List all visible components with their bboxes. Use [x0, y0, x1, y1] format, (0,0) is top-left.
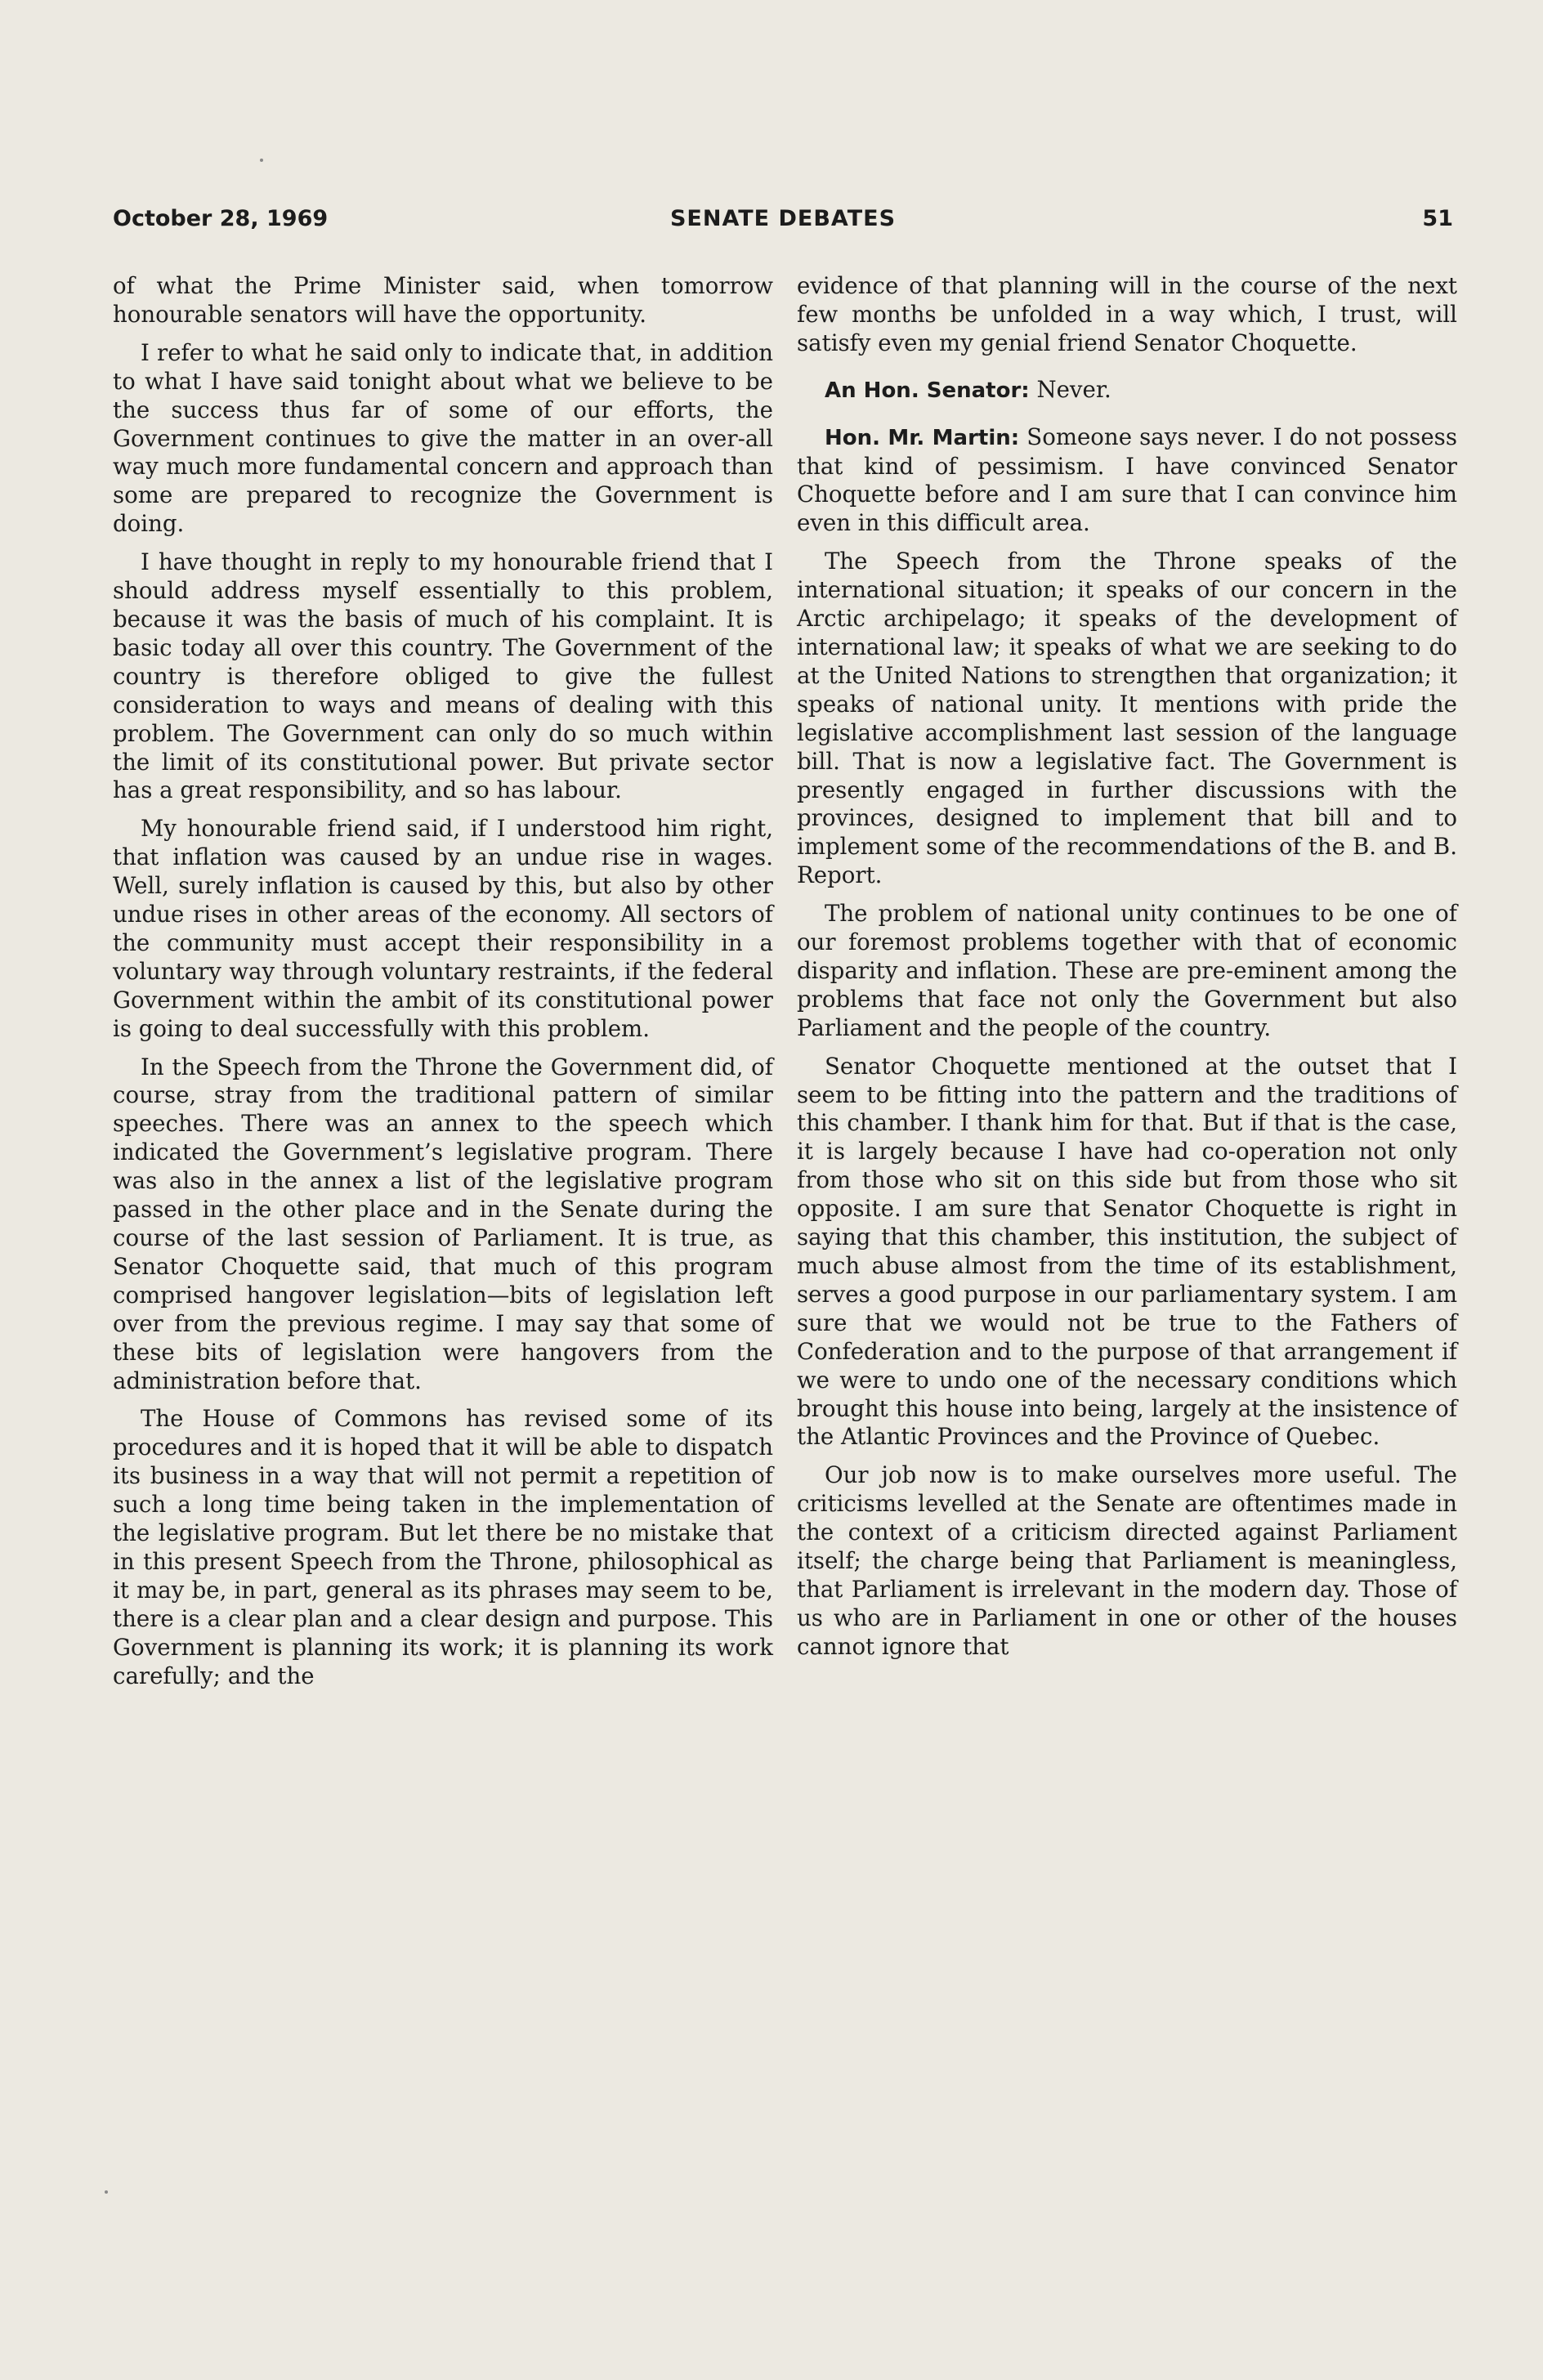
page-number: 51 [1422, 206, 1453, 231]
speaker-name: An Hon. Senator: [825, 378, 1030, 403]
speech-text: Someone says never. I do not possess that kind of pessimism. I have convinced Senator Choquette before and I am sure that I can convince him even in this difficult area. [797, 423, 1457, 537]
paragraph: I have thought in reply to my honourable friend that I should address myself essentially to this problem, because it was the basis of much of his complaint. It is basic today all over this country. The Government of the country is therefore obliged to give the fullest consideration to ways and means of dealing with this problem. The Government can only do so much within the limit of its constitutional power. But private sector has a great responsibility, and so has labour. [113, 548, 773, 804]
speech-text: Never. [1036, 375, 1111, 403]
paragraph: The Speech from the Throne speaks of the international situation; it speaks of our concern in the Arctic archipelago; it speaks of the development of international law; it speaks of what we are seeking to do at the United Nations to strengthen that organization; it speaks of national unity. It mentions with pride the legislative accomplishment last session of the language bill. That is now a legislative fact. The Government is presently engaged in further discussions with the provinces, designed to implement that bill and to implement some of the recommendations of the B. and B. Report. [797, 548, 1457, 889]
paragraph: Our job now is to make ourselves more useful. The criticisms levelled at the Senate are oftentimes made in the context of a criticism directed against Parliament itself; the charge being that Parliament is meaningless, that Parliament is irrelevant in the modern day. Those of us who are in Parliament in one or other of the houses cannot ignore that [797, 1461, 1457, 1660]
right-column [797, 272, 1457, 1671]
header-date: October 28, 1969 [113, 206, 329, 231]
paragraph: I refer to what he said only to indicate that, in addition to what I have said tonight about what we believe to be the success thus far of some of our efforts, the Government continues to give the matter in an over-all way much more fundamental concern and approach than some are prepared to recognize the Government is doing. [113, 338, 773, 538]
speaker-paragraph [797, 423, 1457, 539]
speaker-name: Hon. Mr. Martin: [825, 425, 1020, 450]
speck [105, 2190, 108, 2194]
speck [260, 159, 263, 162]
page-header [113, 206, 1453, 247]
paragraph: evidence of that planning will in the course of the next few months be unfolded in a way which, I trust, will satisfy even my genial friend Senator Choquette. [797, 272, 1457, 356]
left-column [113, 272, 773, 1701]
paragraph: Senator Choquette mentioned at the outset that I seem to be fitting into the pattern and the traditions of this chamber. I thank him for that. But if that is the case, it is largely because I have had co-operation not only from those who sit on this side but from those who sit opposite. I am sure that Senator Choquette is right in saying that this chamber, this institution, the subject of much abuse almost from the time of its establishment, serves a good purpose in our parliamentary system. I am sure that we would not be true to the Fathers of Confederation and to the purpose of that arrangement if we were to undo one of the necessary conditions which brought this house into being, largely at the insistence of the Atlantic Provinces and the Province of Quebec. [797, 1052, 1457, 1451]
paragraph: The problem of national unity continues to be one of our foremost problems together with that of economic disparity and inflation. These are pre-eminent among the problems that face not only the Government but also Parliament and the people of the country. [797, 900, 1457, 1041]
paragraph: The House of Commons has revised some of its procedures and it is hoped that it will be able to dispatch its business in a way that will not permit a repetition of such a long time being taken in the implementation of the legislative program. But let there be no mistake that in this present Speech from the Throne, philosophical as it may be, in part, general as its phrases may seem to be, there is a clear plan and a clear design and purpose. This Government is planning its work; it is planning its work carefully; and the [113, 1405, 773, 1689]
paragraph: My honourable friend said, if I understood him right, that inflation was caused by an undue rise in wages. Well, surely inflation is caused by this, but also by other undue rises in other areas of the economy. All sectors of the community must accept their responsibility in a voluntary way through voluntary restraints, if the federal Government within the ambit of its constitutional power is going to deal successfully with this problem. [113, 815, 773, 1042]
paragraph: In the Speech from the Throne the Government did, of course, stray from the traditional pattern of similar speeches. There was an annex to the speech which indicated the Government’s legislative program. There was also in the annex a list of the legislative program passed in the other place and in the Senate during the course of the last session of Parliament. It is true, as Senator Choquette said, that much of this program comprised hangover legislation—bits of legislation left over from the previous regime. I may say that some of these bits of legislation were hangovers from the administration before that. [113, 1053, 773, 1394]
header-title: SENATE DEBATES [669, 206, 897, 231]
paragraph: of what the Prime Minister said, when tomorrow honourable senators will have the opportunity. [113, 272, 773, 328]
speaker-paragraph [797, 376, 1457, 405]
